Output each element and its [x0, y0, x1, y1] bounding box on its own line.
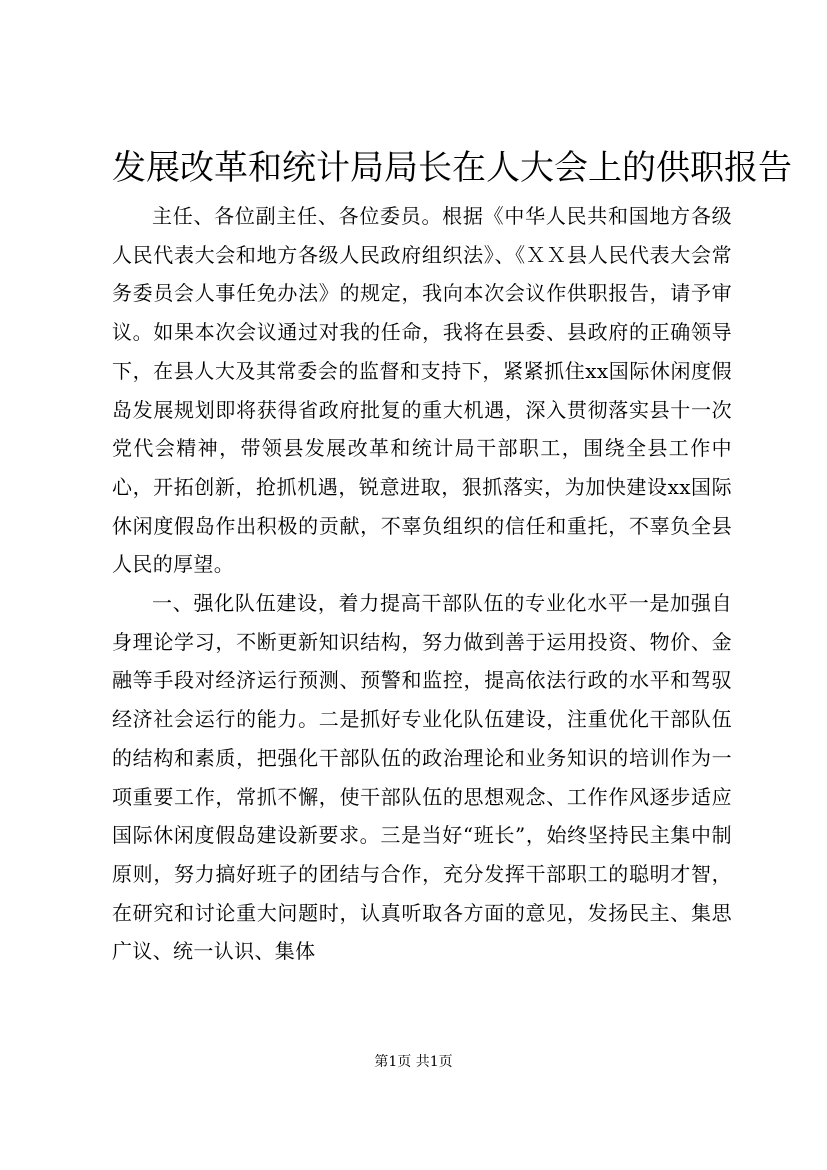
page-footer: 第1页 共1页 — [374, 1054, 453, 1070]
document-body — [112, 197, 732, 971]
paragraph-intro: 主任、各位副主任、各位委员。根据《中华人民共和国地方各级人民代表大会和地方各级人民政府组织法》、《ＸＸ县人民代表大会常务委员会人事任免办法》的规定，我向本次会议作供职报告，请予审议。如果本次会议通过对我的任命，我将在县委、县政府的正确领导下，在县人大及其常委会的监督和支持下，紧紧抓住xx国际休闲度假岛发展规划即将获得省政府批复的重大机遇，深入贯彻落实县十一次党代会精神，带领县发展改革和统计局干部职工，围绕全县工作中心，开拓创新，抢抓机遇，锐意进取，狠抓落实，为加快建设xx国际休闲度假岛作出积极的贡献，不辜负组织的信任和重托，不辜负全县人民的厚望。 — [112, 204, 732, 577]
paragraph-section-one: 一、强化队伍建设，着力提高干部队伍的专业化水平一是加强自身理论学习，不断更新知识结构，努力做到善于运用投资、物价、金融等手段对经济运行预测、预警和监控，提高依法行政的水平和驾驭经济社会运行的能力。二是抓好专业化队伍建设，注重优化干部队伍的结构和素质，把强化干部队伍的政治理论和业务知识的培训作为一项重要工作，常抓不懈，使干部队伍的思想观念、工作作风逐步适应国际休闲度假岛建设新要求。三是当好“班长”，始终坚持民主集中制原则，努力搞好班子的团结与合作，充分发挥干部职工的聪明才智，在研究和讨论重大问题时，认真听取各方面的意见，发扬民主、集思广议、统一认识、集体 — [112, 591, 732, 964]
document-title: 发展改革和统计局局长在人大会上的供职报告 — [112, 148, 792, 188]
